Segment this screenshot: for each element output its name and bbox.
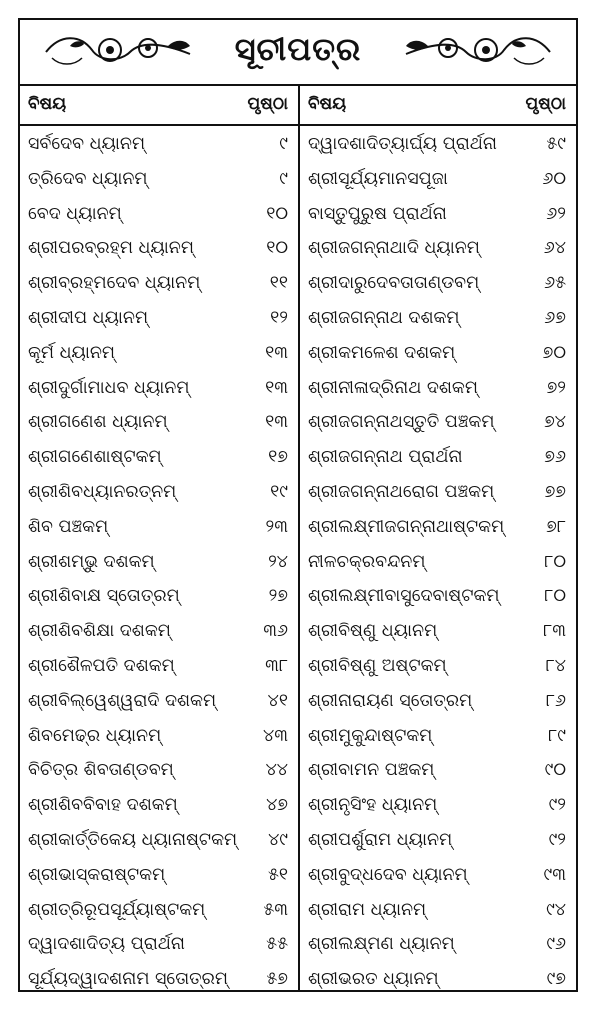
entry-title: ଶ୍ରୀତ୍ରିରୂପସୂର୍ଯ୍ୟାଷ୍ଟକମ୍ [28, 899, 206, 920]
entry-title: ବିଚିତ୍ର ଶିବତାଣ୍ଡବମ୍ [28, 760, 174, 781]
entry-page-number: ୧୦ [266, 203, 288, 224]
contents-entry [300, 789, 576, 824]
entry-page-number: ୧୩ [265, 342, 288, 363]
contents-entry [300, 963, 576, 998]
entry-page-number: ୯୪ [546, 899, 566, 920]
entry-page-number: ୮୦ [544, 551, 566, 572]
contents-entry [20, 267, 298, 302]
contents-entry [20, 302, 298, 337]
entry-page-number: ୮୬ [545, 690, 566, 711]
entry-page-number: ୭୪ [544, 412, 566, 433]
contents-entry [20, 232, 298, 267]
contents-entry [300, 685, 576, 720]
page-heading: ପୃଷ୍ଠା [525, 94, 566, 114]
entry-page-number: ୫୯ [546, 134, 566, 154]
entry-page-number: ୯ [279, 168, 288, 189]
entry-title: ଶିବମେଢ୍ର ଧ୍ୟାନମ୍ [28, 725, 162, 746]
entry-title: ବାସ୍ତୁପୁରୁଷ ପ୍ରାର୍ଥନା [308, 203, 447, 224]
contents-entry [300, 267, 576, 302]
contents-entry [300, 580, 576, 615]
entry-page-number: ୬୪ [543, 238, 566, 259]
contents-entry [20, 511, 298, 546]
left-column-header [20, 84, 298, 126]
contents-entry [20, 198, 298, 233]
entry-page-number: ୩୮ [265, 655, 288, 676]
entry-title: ବେଦ ଧ୍ୟାନମ୍ [28, 203, 122, 224]
entry-page-number: ୫୭ [266, 969, 288, 990]
entry-page-number: ୧୯ [270, 481, 288, 502]
entry-title: ଶ୍ରୀଲକ୍ଷ୍ମୀବାସୁଦେବାଷ୍ଟକମ୍ [308, 586, 500, 607]
entry-title: ଶ୍ରୀନୀଳାଦ୍ରିନାଥ ଦଶକମ୍ [308, 377, 478, 398]
entry-page-number: ୫୧ [267, 864, 288, 885]
contents-entry [300, 476, 576, 511]
entry-title: ଶ୍ରୀଭାସ୍କରାଷ୍ଟକମ୍ [28, 864, 166, 885]
entry-page-number: ୪୧ [267, 690, 288, 711]
right-column-header [300, 84, 576, 126]
entry-page-number: ୮୦ [544, 586, 566, 607]
contents-entry [20, 163, 298, 198]
contents-entry [300, 650, 576, 685]
contents-entry [20, 720, 298, 755]
entry-page-number: ୯୬ [546, 934, 566, 955]
entry-page-number: ୫୩ [263, 899, 288, 920]
entry-title: ଶ୍ରୀନୃସିଂହ ଧ୍ୟାନମ୍ [308, 795, 438, 816]
contents-entry [300, 441, 576, 476]
entry-title: ଶ୍ରୀକାର୍ତ୍ତିକେୟ ଧ୍ୟାନାଷ୍ଟକମ୍ [28, 829, 238, 850]
entry-title: ଶ୍ରୀଜଗନ୍ନାଥ ପ୍ରାର୍ଥନା [308, 447, 463, 468]
entry-page-number: ୨୪ [268, 551, 288, 572]
entry-title: ସର୍ବଦେବ ଧ୍ୟାନମ୍ [28, 134, 146, 154]
entry-page-number: ୭୬ [544, 447, 566, 468]
entry-title: ଶ୍ରୀଦାରୁଦେବତାତାଣ୍ଡବମ୍ [308, 273, 480, 294]
entry-title: ଶିବ ପଞ୍ଚକମ୍ [28, 516, 109, 537]
entry-title: ଶ୍ରୀଜଗନ୍ନାଥ ଦଶକମ୍ [308, 307, 460, 328]
entry-title: ଶ୍ରୀବିଷ୍ଣୁ ଧ୍ୟାନମ୍ [308, 621, 438, 642]
entry-title: ଶ୍ରୀଜଗନ୍ନାଥସ୍ତୁତି ପଞ୍ଚକମ୍ [308, 412, 495, 433]
entry-page-number: ୧୩ [265, 377, 288, 398]
entry-page-number: ୪୯ [268, 829, 288, 850]
title-banner [20, 20, 576, 86]
entry-title: ଶ୍ରୀସୂର୍ଯ୍ୟମାନସପୂଜା [308, 168, 448, 189]
contents-entry [20, 337, 298, 372]
subject-heading: ବିଷୟ [28, 94, 67, 114]
entry-page-number: ୬୨ [546, 203, 566, 224]
entry-page-number: ୭୦ [542, 342, 566, 363]
contents-entry [20, 650, 298, 685]
entry-title: ଶ୍ରୀମୁକୁନ୍ଦାଷ୍ଟକମ୍ [308, 725, 433, 746]
contents-entry [20, 128, 298, 163]
entry-page-number: ୮୩ [543, 621, 566, 642]
contents-entry [300, 337, 576, 372]
contents-entry [300, 615, 576, 650]
entry-title: ଶ୍ରୀରାମ ଧ୍ୟାନମ୍ [308, 899, 427, 920]
left-contents-list [20, 128, 298, 998]
entry-title: ଶ୍ରୀଗଣେଶ ଧ୍ୟାନମ୍ [28, 412, 168, 433]
entry-page-number: ୬୭ [544, 307, 566, 328]
entry-title: ଶ୍ରୀବୁଦ୍ଧଦେବ ଧ୍ୟାନମ୍ [308, 864, 468, 885]
entry-title: ଶ୍ରୀଭରତ ଧ୍ୟାନମ୍ [308, 969, 439, 990]
entry-title: ଶ୍ରୀବିଷ୍ଣୁ ଅଷ୍ଟକମ୍ [308, 655, 447, 676]
contents-entry [300, 163, 576, 198]
contents-entry [300, 511, 576, 546]
contents-entry [300, 406, 576, 441]
contents-entry [300, 824, 576, 859]
entry-page-number: ୨୩ [265, 516, 288, 537]
entry-title: ଶ୍ରୀବ୍ରହ୍ମଦେବ ଧ୍ୟାନମ୍ [28, 273, 201, 294]
entry-title: ଶ୍ରୀଜଗନ୍ନାଥରୋଗ ପଞ୍ଚକମ୍ [308, 481, 495, 502]
entry-page-number: ୭୨ [546, 377, 566, 398]
entry-page-number: ୮୪ [545, 655, 566, 676]
contents-entry [20, 476, 298, 511]
contents-entry [20, 928, 298, 963]
entry-title: ଶ୍ରୀଶିବାକ୍ଷ ସ୍ତୋତ୍ରମ୍ [28, 586, 180, 607]
right-contents-list [300, 128, 576, 998]
entry-title: ତ୍ରିଦେବ ଧ୍ୟାନମ୍ [28, 168, 148, 189]
contents-entry [300, 372, 576, 407]
entry-title: ନୀଳଚକ୍ରବନ୍ଦନମ୍ [308, 551, 426, 572]
contents-entry [300, 928, 576, 963]
contents-entry [300, 754, 576, 789]
contents-entry [300, 720, 576, 755]
floral-ornament-right [396, 32, 556, 72]
entry-page-number: ୪୭ [266, 795, 288, 816]
contents-entry [20, 580, 298, 615]
entry-title: ଶ୍ରୀଶିବଶିକ୍ଷା ଦଶକମ୍ [28, 621, 171, 642]
subject-heading: ବିଷୟ [308, 94, 347, 114]
entry-page-number: ୧୧ [269, 273, 288, 294]
entry-page-number: ୬୫ [544, 273, 566, 294]
entry-page-number: ୮୯ [548, 725, 566, 746]
entry-title: ଶ୍ରୀବିଲ୍ୱେଶ୍ୱରାଦି ଦଶକମ୍ [28, 690, 217, 711]
contents-entry [20, 441, 298, 476]
entry-page-number: ୭୮ [546, 516, 566, 537]
entry-page-number: ୨୭ [268, 586, 288, 607]
contents-entry [300, 128, 576, 163]
contents-entry [20, 372, 298, 407]
entry-title: ଶ୍ରୀପର୍ଶୁରାମ ଧ୍ୟାନମ୍ [308, 829, 453, 850]
entry-title: ଶ୍ରୀଲକ୍ଷ୍ମୀଜଗନ୍ନାଥାଷ୍ଟକମ୍ [308, 516, 505, 537]
entry-title: ଶ୍ରୀଗଣେଶାଷ୍ଟକମ୍ [28, 447, 162, 468]
entry-title: ଦ୍ୱାଦଶାଦିତ୍ୟ ପ୍ରାର୍ଥନା [28, 934, 185, 955]
contents-entry [20, 685, 298, 720]
entry-page-number: ୯୩ [543, 864, 566, 885]
entry-title: ଶ୍ରୀଶୈଳପତି ଦଶକମ୍ [28, 655, 175, 676]
entry-title: ଶ୍ରୀଦୁର୍ଗାମାଧବ ଧ୍ୟାନମ୍ [28, 377, 190, 398]
entry-page-number: ୯୦ [544, 760, 566, 781]
entry-title: ଶ୍ରୀଦୀପ ଧ୍ୟାନମ୍ [28, 307, 149, 328]
entry-page-number: ୧୦ [266, 238, 288, 259]
entry-page-number: ୩୬ [263, 621, 288, 642]
page-title: ସୂଚୀପତ୍ର [234, 30, 362, 68]
contents-entry [20, 789, 298, 824]
entry-title: ଶ୍ରୀଲକ୍ଷ୍ମଣ ଧ୍ୟାନମ୍ [308, 934, 455, 955]
entry-page-number: ୯୭ [546, 969, 566, 990]
contents-entry [20, 963, 298, 998]
entry-title: ସୂର୍ଯ୍ୟଦ୍ୱାଦଶନାମ ସ୍ତୋତ୍ରମ୍ [28, 969, 228, 990]
contents-entry [20, 615, 298, 650]
entry-title: ଶ୍ରୀପରବ୍ରହ୍ମ ଧ୍ୟାନମ୍ [28, 238, 194, 259]
entry-page-number: ୪୪ [265, 760, 288, 781]
entry-page-number: ୪୩ [263, 725, 288, 746]
entry-page-number: ୧୩ [265, 412, 288, 433]
contents-entry [20, 754, 298, 789]
contents-entry [20, 406, 298, 441]
contents-entry [20, 546, 298, 581]
entry-page-number: ୭୭ [544, 481, 566, 502]
entry-title: ଶ୍ରୀଶମ୍ଭୁ ଦଶକମ୍ [28, 551, 155, 572]
contents-entry [300, 232, 576, 267]
page-heading: ପୃଷ୍ଠା [247, 94, 288, 114]
contents-entry [300, 546, 576, 581]
entry-page-number: ୫୫ [266, 934, 288, 955]
contents-entry [20, 894, 298, 929]
contents-entry [300, 859, 576, 894]
entry-page-number: ୧୭ [268, 447, 288, 468]
contents-frame [18, 18, 578, 992]
entry-page-number: ୯୨ [548, 795, 566, 816]
entry-title: ଶ୍ରୀଶିବଧ୍ୟାନରତ୍ନମ୍ [28, 481, 177, 502]
entry-title: ଦ୍ୱାଦଶାଦିତ୍ୟାର୍ଘ୍ୟ ପ୍ରାର୍ଥନା [308, 134, 497, 154]
entry-title: ଶ୍ରୀନାରାୟଣ ସ୍ତୋତ୍ରମ୍ [308, 690, 473, 711]
contents-entry [300, 894, 576, 929]
entry-page-number: ୯ [279, 134, 288, 154]
contents-entry [300, 198, 576, 233]
entry-page-number: ୬୦ [542, 168, 566, 189]
contents-entry [300, 302, 576, 337]
entry-title: କୂର୍ମ ଧ୍ୟାନମ୍ [28, 342, 116, 363]
entry-title: ଶ୍ରୀକମଳେଶ ଦଶକମ୍ [308, 342, 456, 363]
contents-entry [20, 859, 298, 894]
contents-entry [20, 824, 298, 859]
entry-title: ଶ୍ରୀବାମନ ପଞ୍ଚକମ୍ [308, 760, 435, 781]
entry-title: ଶ୍ରୀଜଗନ୍ନାଥାଦି ଧ୍ୟାନମ୍ [308, 238, 480, 259]
entry-page-number: ୧୨ [270, 307, 288, 328]
entry-title: ଶ୍ରୀଶିବବିବାହ ଦଶକମ୍ [28, 795, 178, 816]
entry-page-number: ୯୨ [548, 829, 566, 850]
